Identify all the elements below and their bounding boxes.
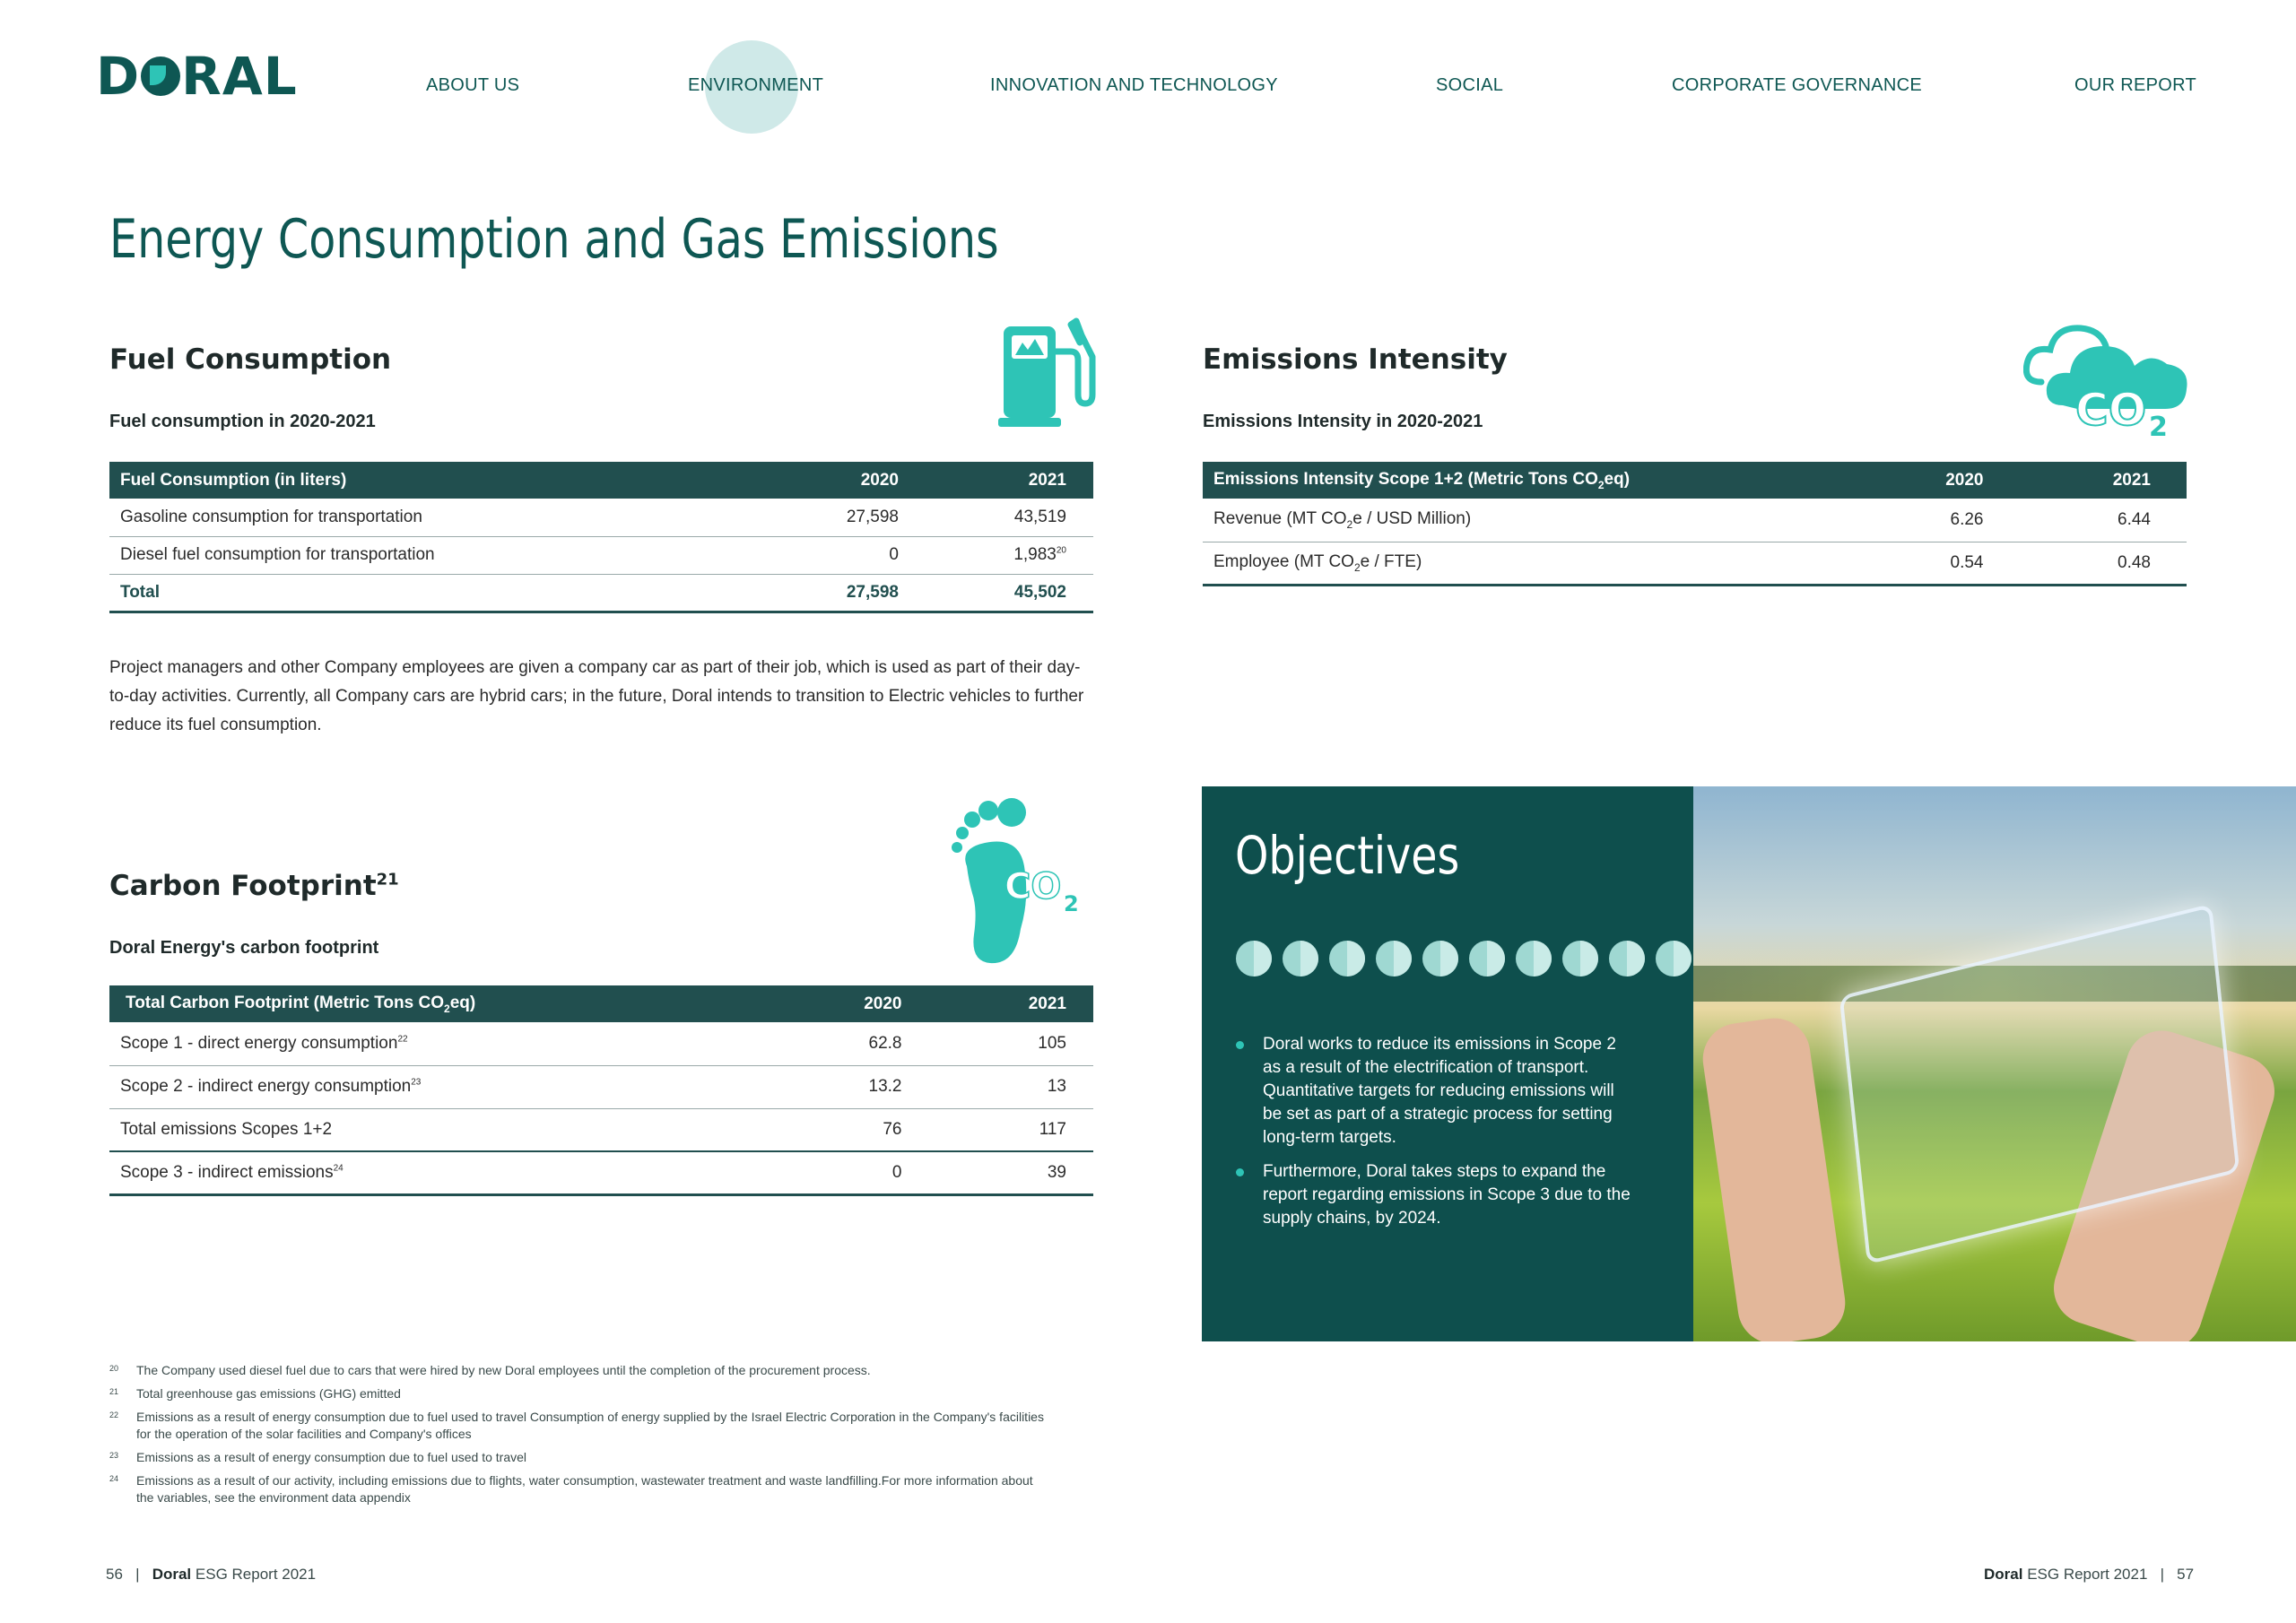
- table-row: [109, 536, 1093, 574]
- table-row: [109, 499, 1093, 536]
- footnote-ref[interactable]: 24: [333, 1163, 344, 1174]
- footnote: 24 Emissions as a result of our activity, including emissions due to flights, water consumption, wastewater treatment and waste landfilling.For more information about the variables, see the environment data appendix: [109, 1473, 1033, 1505]
- row-value-2020: 0.54: [1852, 542, 2020, 585]
- table-row: [109, 1065, 1093, 1108]
- nav-environment[interactable]: ENVIRONMENT: [688, 75, 824, 95]
- decorative-dot: [1422, 941, 1458, 976]
- footnote-ref[interactable]: 22: [397, 1034, 408, 1045]
- table-row: [1203, 499, 2187, 542]
- row-label: Total emissions Scopes 1+2: [109, 1108, 764, 1151]
- decorative-dot: [1516, 941, 1552, 976]
- svg-text:CO: CO: [2075, 384, 2147, 436]
- page-number-left: 56: [106, 1566, 123, 1583]
- row-value-2020: 6.26: [1852, 499, 2020, 542]
- carbon-header-label: Total Carbon Footprint (Metric Tons $CO_2eq$): [109, 985, 764, 1022]
- objective-item: Furthermore, Doral takes steps to expand the report regarding emissions in Scope 3 due to the supply chains, by 2024.: [1236, 1160, 1631, 1230]
- table-row: [109, 1151, 1093, 1194]
- fuel-pump-icon: [996, 316, 1096, 434]
- intensity-header-2021: 2021: [2020, 462, 2187, 499]
- row-label: Gasoline consumption for transportation: [109, 499, 759, 536]
- row-value-2021: 43,519: [926, 499, 1093, 536]
- page-title: Energy Consumption and Gas Emissions: [109, 208, 999, 271]
- fuel-header-label: Fuel Consumption (in liters): [109, 462, 759, 499]
- fuel-table: [109, 462, 1093, 613]
- nav-our-report[interactable]: OUR REPORT: [2074, 75, 2196, 95]
- row-label: Scope 2 - indirect energy consumption$^{23}$: [109, 1065, 764, 1108]
- page-number-right: 57: [2177, 1566, 2195, 1583]
- nav-about-us[interactable]: ABOUT US: [426, 75, 520, 95]
- fuel-section-title: Fuel Consumption: [109, 343, 392, 376]
- objectives-title: Objectives: [1235, 825, 1460, 886]
- svg-text:2: 2: [2149, 412, 2168, 439]
- decorative-dot: [1283, 941, 1318, 976]
- intensity-header-label: Emissions Intensity Scope 1+2 (Metric Tons $CO_2eq$): [1203, 462, 1852, 499]
- nav-social[interactable]: SOCIAL: [1436, 75, 1504, 95]
- logo-o-mark: [141, 56, 180, 96]
- row-label: Employee (MT $CO_2e / FTE$): [1203, 542, 1852, 585]
- fuel-header-2021: 2021: [926, 462, 1093, 499]
- row-value-2020: 62.8: [764, 1022, 929, 1065]
- footnote-ref[interactable]: 23: [411, 1077, 422, 1088]
- row-value-2021: 105: [929, 1022, 1094, 1065]
- carbon-header-2021: 2021: [929, 985, 1094, 1022]
- decorative-dot: [1656, 941, 1692, 976]
- row-label: Revenue (MT $CO_2e$ / USD Million): [1203, 499, 1852, 542]
- row-value-2021: 117: [929, 1108, 1094, 1151]
- row-value-2020: 76: [764, 1108, 929, 1151]
- intensity-section-title: Emissions Intensity: [1203, 343, 1508, 376]
- intensity-section-subtitle: Emissions Intensity in 2020-2021: [1203, 412, 1483, 431]
- carbon-section-title: Carbon Footprint$^{21}$: [109, 870, 399, 902]
- row-value-2020: 0: [764, 1151, 929, 1194]
- table-row: [109, 1022, 1093, 1065]
- footnote: 21 Total greenhouse gas emissions (GHG) emitted: [109, 1386, 401, 1401]
- decorative-dot: [1236, 941, 1272, 976]
- row-value-2021: 0.48: [2020, 542, 2187, 585]
- co2-cloud-icon: [2023, 319, 2190, 439]
- row-value-2021: 6.44: [2020, 499, 2187, 542]
- carbon-section-subtitle: Doral Energy's carbon footprint: [109, 938, 379, 958]
- svg-text:2: 2: [1064, 891, 1079, 916]
- footnote-ref[interactable]: 20: [1056, 545, 1066, 556]
- svg-text:CO: CO: [1004, 866, 1062, 907]
- intensity-header-2020: 2020: [1852, 462, 2020, 499]
- footnote: 23 Emissions as a result of energy consumption due to fuel used to travel: [109, 1450, 527, 1464]
- carbon-table: [109, 985, 1093, 1196]
- row-label: Scope 3 - indirect emissions$^{24}$: [109, 1151, 764, 1194]
- intensity-table: [1203, 462, 2187, 586]
- row-value-2020: 13.2: [764, 1065, 929, 1108]
- row-value-2021: 1,983$^{20}$: [926, 536, 1093, 574]
- footer-report: ESG Report 2021: [2027, 1566, 2148, 1583]
- fuel-header-2020: 2020: [759, 462, 926, 499]
- co2-footprint-icon: [949, 794, 1091, 970]
- row-value-2021: 39: [929, 1151, 1094, 1194]
- decorative-dot: [1562, 941, 1598, 976]
- decorative-dot: [1609, 941, 1645, 976]
- footer-brand: Doral: [1984, 1566, 2023, 1583]
- objective-item: Doral works to reduce its emissions in Scope 2 as a result of the electrification of transport. Quantitative targets for reducing emissions will be set as part of a strategic process for setting long-term targets.: [1236, 1033, 1631, 1150]
- total-label: Total: [109, 574, 759, 612]
- total-value-2020: 27,598: [759, 574, 926, 612]
- row-value-2020: 27,598: [759, 499, 926, 536]
- footnotes: [109, 1362, 1051, 1513]
- footnote-ref[interactable]: 21: [376, 870, 399, 890]
- fuel-section-subtitle: Fuel consumption in 2020-2021: [109, 412, 376, 431]
- table-row: [1203, 542, 2187, 585]
- nav-corporate-governance[interactable]: CORPORATE GOVERNANCE: [1672, 75, 1922, 95]
- footer-report: ESG Report 2021: [195, 1566, 317, 1583]
- objectives-dots-decoration: [1236, 941, 1692, 976]
- total-value-2021: 45,502: [926, 574, 1093, 612]
- objectives-list: [1236, 1033, 1631, 1241]
- row-label: Diesel fuel consumption for transportation: [109, 536, 759, 574]
- row-value-2020: 0: [759, 536, 926, 574]
- decorative-dot: [1469, 941, 1505, 976]
- footnote: 20 The Company used diesel fuel due to cars that were hired by new Doral employees until the completion of the procurement process.: [109, 1363, 871, 1377]
- footer-brand: Doral: [152, 1566, 192, 1583]
- table-total-row: [109, 574, 1093, 612]
- footer-right: Doral ESG Report 2021 | 57: [1984, 1566, 2195, 1583]
- decorative-dot: [1329, 941, 1365, 976]
- carbon-header-2020: 2020: [764, 985, 929, 1022]
- nav-innovation-and-technology[interactable]: INNOVATION AND TECHNOLOGY: [990, 75, 1278, 95]
- row-label: Scope 1 - direct energy consumption$^{22}$: [109, 1022, 764, 1065]
- table-row: [109, 1108, 1093, 1151]
- footnote: 22 Emissions as a result of energy consumption due to fuel used to travel Consumption of energy supplied by the Israel Electric Corporation in the Company's facilities for the operation of the solar facilities and Company's offices: [109, 1410, 1044, 1441]
- fuel-paragraph: Project managers and other Company employees are given a company car as part of their job, which is used as part of their day-to-day activities. Currently, all Company cars are hybrid cars; in the future, Doral intends to transition to Electric vehicles to further reduce its fuel consumption.: [109, 658, 1084, 734]
- row-value-2021: 13: [929, 1065, 1094, 1108]
- decorative-dot: [1376, 941, 1412, 976]
- left-hand: [1699, 1013, 1850, 1341]
- doral-logo[interactable]: D RAL: [96, 46, 298, 107]
- footer-left: 56 | Doral ESG Report 2021: [106, 1566, 317, 1583]
